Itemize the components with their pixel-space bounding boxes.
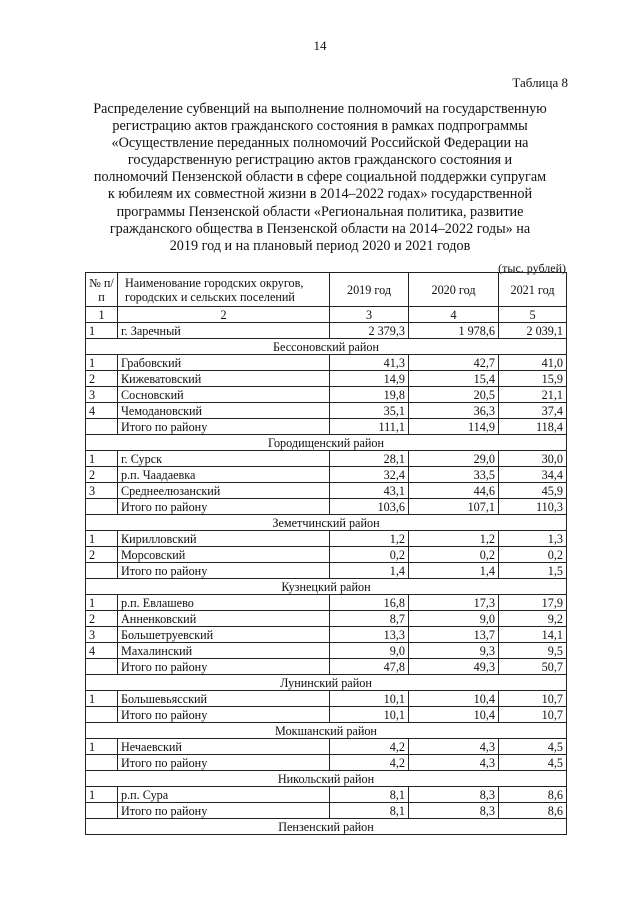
value-2020: 8,3 (409, 787, 499, 803)
value-2019: 14,9 (330, 371, 409, 387)
column-index: 1 (86, 307, 118, 323)
units-label: (тыс. рублей) (498, 261, 566, 275)
table-header-row (86, 273, 567, 307)
value-2019: 9,0 (330, 643, 409, 659)
table-row (86, 691, 567, 707)
subvention-table (85, 272, 567, 835)
value-2020: 13,7 (409, 627, 499, 643)
settlement-name: Итого по району (118, 659, 330, 675)
value-2019: 43,1 (330, 483, 409, 499)
title-line: программы Пензенской области «Региональная политика, развитие (116, 203, 524, 220)
settlement-name: Сосновский (118, 387, 330, 403)
district-header-row (86, 435, 567, 451)
title-line: Распределение субвенций на выполнение полномочий на государственную (93, 101, 547, 117)
header-2020: 2020 год (409, 273, 499, 307)
district-name: Кузнецкий район (86, 579, 567, 595)
value-2021: 118,4 (499, 419, 567, 435)
value-2019: 32,4 (330, 467, 409, 483)
row-number: 1 (86, 451, 118, 467)
value-2020: 1,4 (409, 563, 499, 579)
settlement-name: Морсовский (118, 547, 330, 563)
district-name: Бессоновский район (86, 339, 567, 355)
table-row (86, 547, 567, 563)
settlement-name: р.п. Чаадаевка (118, 467, 330, 483)
value-2020: 33,5 (409, 467, 499, 483)
settlement-name: Итого по району (118, 499, 330, 515)
district-total-row (86, 419, 567, 435)
value-2019: 2 379,3 (330, 323, 409, 339)
page-number: 14 (313, 38, 327, 53)
table-label: Таблица 8 (512, 75, 568, 90)
value-2021: 8,6 (499, 787, 567, 803)
table-row (86, 403, 567, 419)
value-2021: 30,0 (499, 451, 567, 467)
value-2019: 35,1 (330, 403, 409, 419)
district-total-row (86, 803, 567, 819)
settlement-name: р.п. Евлашево (118, 595, 330, 611)
row-number: 3 (86, 483, 118, 499)
row-number: 3 (86, 627, 118, 643)
settlement-name: Нечаевский (118, 739, 330, 755)
table-row (86, 643, 567, 659)
row-number (86, 419, 118, 435)
row-number: 1 (86, 531, 118, 547)
settlement-name: Большетруевский (118, 627, 330, 643)
table-body (86, 323, 567, 835)
district-header-row (86, 819, 567, 835)
settlement-name: Анненковский (118, 611, 330, 627)
value-2020: 4,3 (409, 739, 499, 755)
title-line: 2019 год и на плановый период 2020 и 2021 годов (169, 237, 471, 254)
value-2019: 8,1 (330, 787, 409, 803)
value-2020: 44,6 (409, 483, 499, 499)
value-2021: 0,2 (499, 547, 567, 563)
value-2020: 42,7 (409, 355, 499, 371)
district-total-row (86, 755, 567, 771)
table-row (86, 467, 567, 483)
value-2021: 10,7 (499, 707, 567, 723)
value-2019: 103,6 (330, 499, 409, 515)
district-name: Земетчинский район (86, 515, 567, 531)
table-row (86, 371, 567, 387)
district-total-row (86, 707, 567, 723)
title-line: полномочий Пензенской области в сфере социальной поддержки супругам (93, 169, 547, 186)
value-2020: 49,3 (409, 659, 499, 675)
value-2019: 41,3 (330, 355, 409, 371)
column-index: 3 (330, 307, 409, 323)
settlement-name: Среднеелюзанский (118, 483, 330, 499)
settlement-name: Грабовский (118, 355, 330, 371)
table-row (86, 483, 567, 499)
district-header-row (86, 675, 567, 691)
district-name: Лунинский район (86, 675, 567, 691)
value-2020: 17,3 (409, 595, 499, 611)
value-2020: 1,2 (409, 531, 499, 547)
title-line: государственную регистрацию актов гражданского состояния и (127, 152, 513, 169)
value-2021: 34,4 (499, 467, 567, 483)
value-2019: 19,8 (330, 387, 409, 403)
settlement-name: Кирилловский (118, 531, 330, 547)
value-2019: 111,1 (330, 419, 409, 435)
header-2021: 2021 год (499, 273, 567, 307)
value-2020: 9,0 (409, 611, 499, 627)
column-index: 2 (118, 307, 330, 323)
value-2021: 4,5 (499, 755, 567, 771)
value-2021: 9,2 (499, 611, 567, 627)
district-total-row (86, 563, 567, 579)
row-number (86, 803, 118, 819)
value-2019: 28,1 (330, 451, 409, 467)
value-2019: 13,3 (330, 627, 409, 643)
header-2019: 2019 год (330, 273, 409, 307)
value-2019: 16,8 (330, 595, 409, 611)
value-2021: 1,5 (499, 563, 567, 579)
column-index-row (86, 307, 567, 323)
row-number: 1 (86, 595, 118, 611)
value-2020: 36,3 (409, 403, 499, 419)
title-line: гражданского общества в Пензенской области на 2014–2022 годы» на (109, 220, 531, 237)
value-2020: 9,3 (409, 643, 499, 659)
settlement-name: г. Сурск (118, 451, 330, 467)
header-name: Наименование городских округов, городских и сельских поселений (118, 273, 330, 307)
row-number (86, 659, 118, 675)
settlement-name: Итого по району (118, 419, 330, 435)
row-number: 3 (86, 387, 118, 403)
table-row (86, 611, 567, 627)
value-2020: 20,5 (409, 387, 499, 403)
district-name: Городищенский район (86, 435, 567, 451)
value-2021: 17,9 (499, 595, 567, 611)
value-2021: 8,6 (499, 803, 567, 819)
value-2019: 8,7 (330, 611, 409, 627)
value-2020: 10,4 (409, 691, 499, 707)
settlement-name: Кижеватовский (118, 371, 330, 387)
settlement-name: Итого по району (118, 803, 330, 819)
row-number: 1 (86, 323, 118, 339)
row-number (86, 563, 118, 579)
district-total-row (86, 499, 567, 515)
value-2019: 10,1 (330, 691, 409, 707)
district-name: Мокшанский район (86, 723, 567, 739)
row-number (86, 499, 118, 515)
value-2021: 2 039,1 (499, 323, 567, 339)
value-2021: 21,1 (499, 387, 567, 403)
district-header-row (86, 771, 567, 787)
settlement-name: г. Заречный (118, 323, 330, 339)
value-2021: 15,9 (499, 371, 567, 387)
value-2021: 10,7 (499, 691, 567, 707)
value-2021: 110,3 (499, 499, 567, 515)
value-2021: 37,4 (499, 403, 567, 419)
row-number: 1 (86, 691, 118, 707)
value-2020: 8,3 (409, 803, 499, 819)
row-number: 1 (86, 739, 118, 755)
row-number: 1 (86, 355, 118, 371)
district-header-row (86, 515, 567, 531)
row-number: 4 (86, 403, 118, 419)
settlement-name: Чемодановский (118, 403, 330, 419)
district-total-row (86, 659, 567, 675)
value-2021: 9,5 (499, 643, 567, 659)
value-2020: 15,4 (409, 371, 499, 387)
title-line: к юбилеям их совместной жизни в 2014–2022 годах» государственной (107, 186, 533, 203)
row-number: 2 (86, 467, 118, 483)
title-line: «Осуществление переданных полномочий Российской Федерации на (111, 135, 529, 152)
district-name: Пензенский район (86, 819, 567, 835)
table-row (86, 627, 567, 643)
value-2020: 10,4 (409, 707, 499, 723)
value-2021: 14,1 (499, 627, 567, 643)
header-num: № п/п (86, 273, 118, 307)
table-row (86, 451, 567, 467)
value-2020: 0,2 (409, 547, 499, 563)
value-2021: 50,7 (499, 659, 567, 675)
table-row (86, 739, 567, 755)
value-2019: 47,8 (330, 659, 409, 675)
district-header-row (86, 579, 567, 595)
value-2019: 10,1 (330, 707, 409, 723)
value-2020: 4,3 (409, 755, 499, 771)
district-header-row (86, 723, 567, 739)
value-2019: 1,4 (330, 563, 409, 579)
district-name: Никольский район (86, 771, 567, 787)
table-row (86, 531, 567, 547)
value-2021: 41,0 (499, 355, 567, 371)
settlement-name: р.п. Сура (118, 787, 330, 803)
table-row (86, 387, 567, 403)
value-2019: 4,2 (330, 755, 409, 771)
row-number: 2 (86, 611, 118, 627)
value-2020: 107,1 (409, 499, 499, 515)
row-number: 2 (86, 371, 118, 387)
value-2020: 1 978,6 (409, 323, 499, 339)
value-2020: 114,9 (409, 419, 499, 435)
table-row (86, 355, 567, 371)
row-number (86, 707, 118, 723)
row-number: 4 (86, 643, 118, 659)
value-2019: 0,2 (330, 547, 409, 563)
value-2019: 1,2 (330, 531, 409, 547)
row-number: 2 (86, 547, 118, 563)
value-2019: 8,1 (330, 803, 409, 819)
settlement-name: Итого по району (118, 755, 330, 771)
table-row (86, 323, 567, 339)
column-index: 5 (499, 307, 567, 323)
district-header-row (86, 339, 567, 355)
settlement-name: Большевьясский (118, 691, 330, 707)
row-number (86, 755, 118, 771)
title-line: регистрацию актов гражданского состояния в рамках подпрограммы (112, 118, 528, 135)
value-2019: 4,2 (330, 739, 409, 755)
value-2020: 29,0 (409, 451, 499, 467)
table-row (86, 595, 567, 611)
settlement-name: Итого по району (118, 707, 330, 723)
table-row (86, 787, 567, 803)
value-2021: 45,9 (499, 483, 567, 499)
settlement-name: Итого по району (118, 563, 330, 579)
value-2021: 1,3 (499, 531, 567, 547)
column-index: 4 (409, 307, 499, 323)
settlement-name: Махалинский (118, 643, 330, 659)
row-number: 1 (86, 787, 118, 803)
value-2021: 4,5 (499, 739, 567, 755)
document-title (70, 101, 570, 255)
